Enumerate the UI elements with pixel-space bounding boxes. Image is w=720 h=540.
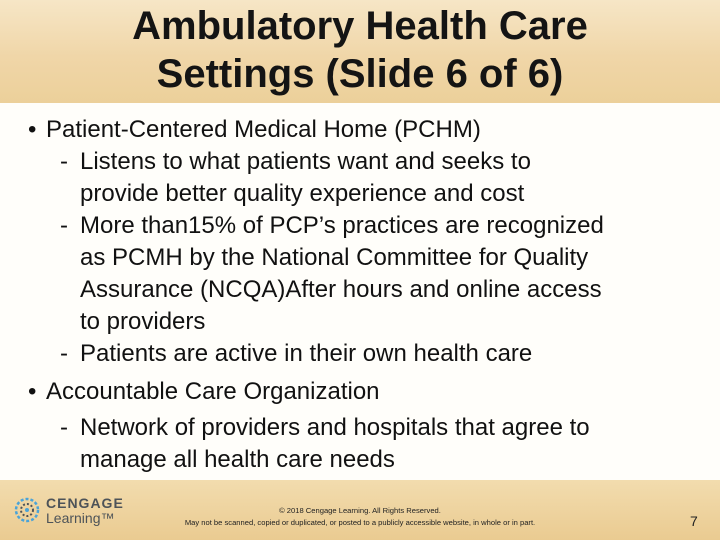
- bullet-pchm: [28, 114, 481, 146]
- sub-bullet-ncqa: [60, 210, 604, 338]
- logo-text-learning: Learning™: [46, 510, 115, 526]
- slide-title-line-2: Settings (Slide 6 of 6): [156, 52, 564, 96]
- sub-bullet-text: Listens to what patients want and seeks to: [80, 148, 531, 175]
- sub-bullet-listens: [60, 146, 531, 210]
- sub-bullet-network: [60, 412, 590, 476]
- slide-title: [0, 2, 720, 98]
- sub-bullet-continuation: as PCMH by the National Committee for Quality: [80, 244, 589, 271]
- sub-bullet-continuation: provide better quality experience and cost: [80, 180, 525, 207]
- sub-bullet-dash: -: [60, 340, 68, 367]
- sub-bullet-dash: -: [60, 212, 68, 239]
- slide-title-line-1: Ambulatory Health Care: [132, 4, 588, 48]
- bullet-text: Accountable Care Organization: [46, 378, 380, 405]
- logo-text-cengage: CENGAGE: [46, 495, 124, 511]
- copyright-notice: [140, 505, 580, 529]
- sub-bullet-continuation: to providers: [80, 308, 206, 335]
- sub-bullet-continuation: Assurance (NCQA)After hours and online access: [80, 276, 602, 303]
- cengage-logo: [14, 494, 126, 526]
- copyright-line-2: May not be scanned, copied or duplicated, or posted to a publicly accessible website, in whole or in part.: [184, 518, 536, 527]
- bullet-text: Patient-Centered Medical Home (PCHM): [46, 116, 481, 143]
- bullet-dot: •: [28, 116, 37, 143]
- sub-bullet-text: Network of providers and hospitals that agree to: [80, 414, 590, 441]
- bullet-aco: [28, 376, 380, 408]
- sub-bullet-text: Patients are active in their own health care: [80, 340, 533, 367]
- sub-bullet-dash: -: [60, 414, 68, 441]
- sub-bullet-continuation: manage all health care needs: [80, 446, 395, 473]
- page-number: 7: [690, 513, 698, 529]
- sub-bullet-dash: -: [60, 148, 68, 175]
- sub-bullet-text: More than15% of PCP’s practices are recognized: [80, 212, 604, 239]
- cengage-logo-mark-icon: [14, 497, 40, 523]
- sub-bullet-patients-active: [60, 338, 532, 370]
- bullet-dot: •: [28, 378, 37, 405]
- copyright-line-1: © 2018 Cengage Learning. All Rights Reserved.: [279, 506, 441, 515]
